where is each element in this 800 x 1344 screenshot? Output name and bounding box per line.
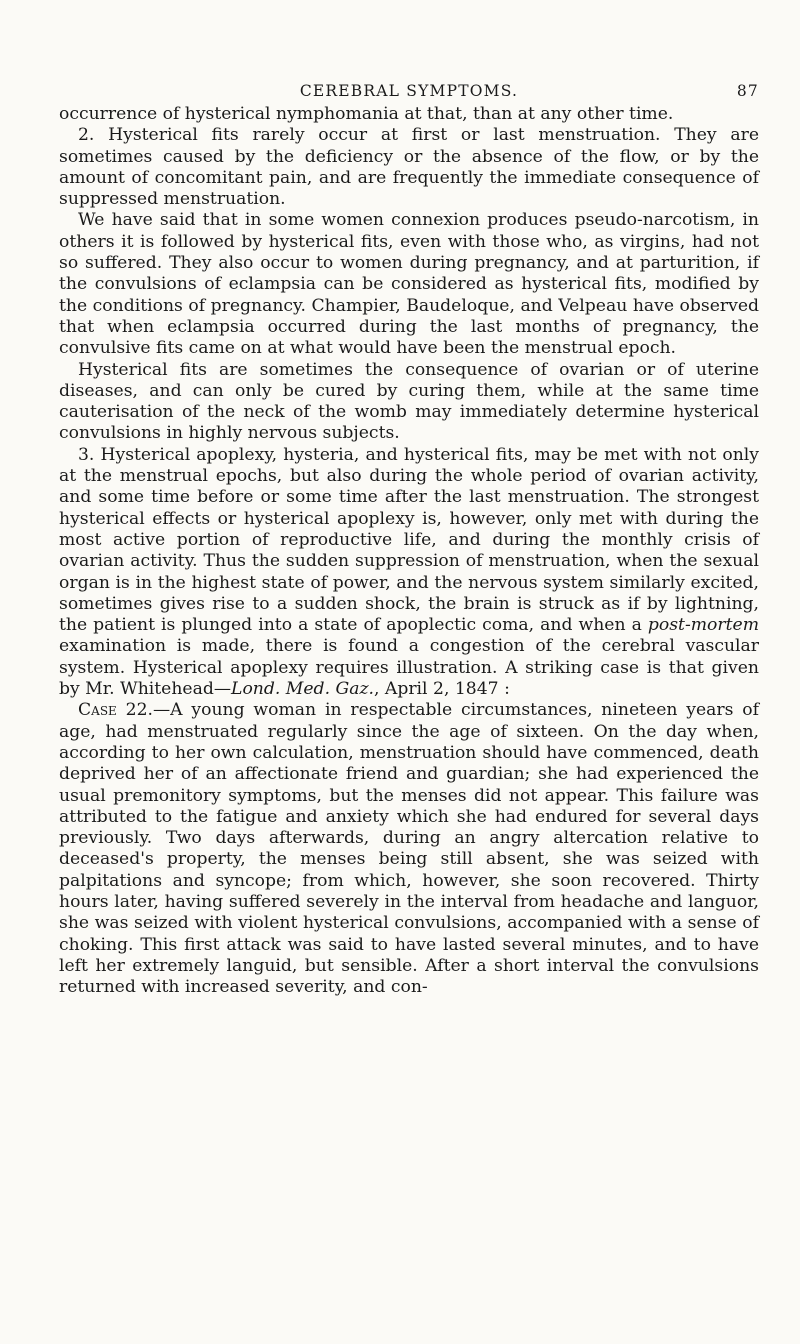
post-mortem-term: post-mortem xyxy=(647,615,759,636)
paragraph-2: 2. Hysterical fits rarely occur at first or last menstruation. They are sometimes caused by the deficiency or the absence of the flow, or by the amount of concomitant pain, and are frequently the immediate consequence of suppressed menstruation. xyxy=(59,125,759,210)
paragraph-3: We have said that in some women connexion produces pseudo-narcotism, in others it is followed by hysterical fits, even with those who, as virgins, had not so suffered. They also occur to women during pregnancy, and at parturition, if the convulsions of eclampsia can be considered as hysterical fits, modified by the conditions of pregnancy. Champier, Baudeloque, and Velpeau have observed that when eclampsia occurred during the last months of pregnancy, the convulsive fits came on at what would have been the menstrual epoch. xyxy=(59,210,759,359)
case-text: —A young woman in respectable circumstances, nineteen years of age, had menstruated regularly since the age of sixteen. On the day when, according to her own calculation, menstruation should have commenced, death deprived her of an affectionate friend and guardian; she had experienced the usual premonitory symptoms, but the menses did not appear. This failure was attributed to the fatigue and anxiety which she had endured for several days previously. Two days afterwards, during an angry altercation relative to deceased's property, the menses being still absent, she was seized with palpitations and syncope; from which, however, she soon recovered. Thirty hours later, having suffered severely in the interval from headache and languor, she was seized with violent hysterical convulsions, accompanied with a sense of choking. This first attack was said to have lasted several minutes, and to have left her extremely languid, but sensible. After a short interval the convulsions returned with increased severity, and con- xyxy=(59,700,759,998)
page-number: 87 xyxy=(736,82,759,100)
journal-citation: Lond. Med. Gaz. xyxy=(231,679,374,700)
paragraph-5-text-b: examination is made, there is found a congestion of the cerebral vascular system. Hysterical apoplexy requires illustration. A striking case is that given by Mr. Whitehead— xyxy=(59,636,759,700)
page-header xyxy=(59,0,759,104)
paragraph-6 xyxy=(59,700,759,998)
case-label: Case 22. xyxy=(78,700,153,721)
body-text xyxy=(59,104,759,998)
citation-date: , April 2, 1847 : xyxy=(374,679,510,700)
running-title: CEREBRAL SYMPTOMS. xyxy=(299,82,519,100)
paragraph-4: Hysterical fits are sometimes the consequence of ovarian or of uterine diseases, and can only be cured by curing them, while at the same time cauterisation of the neck of the womb may immediately determine hysterical convulsions in highly nervous subjects. xyxy=(59,359,759,444)
paragraph-1: occurrence of hysterical nymphomania at that, than at any other time. xyxy=(59,104,674,124)
paragraph-5 xyxy=(59,445,759,701)
paragraph-5-text-a: 3. Hysterical apoplexy, hysteria, and hysterical fits, may be met with not only at the menstrual epochs, but also during the whole period of ovarian activity, and some time before or some time after the last menstruation. The strongest hysterical effects or hysterical apoplexy is, however, only met with during the most active portion of reproductive life, and during the monthly crisis of ovarian activity. Thus the sudden suppression of menstruation, when the sexual organ is in the highest state of power, and the nervous system similarly excited, sometimes gives rise to a sudden shock, the brain is struck as if by lightning, the patient is plunged into a state of apoplectic coma, and when a xyxy=(59,444,759,636)
